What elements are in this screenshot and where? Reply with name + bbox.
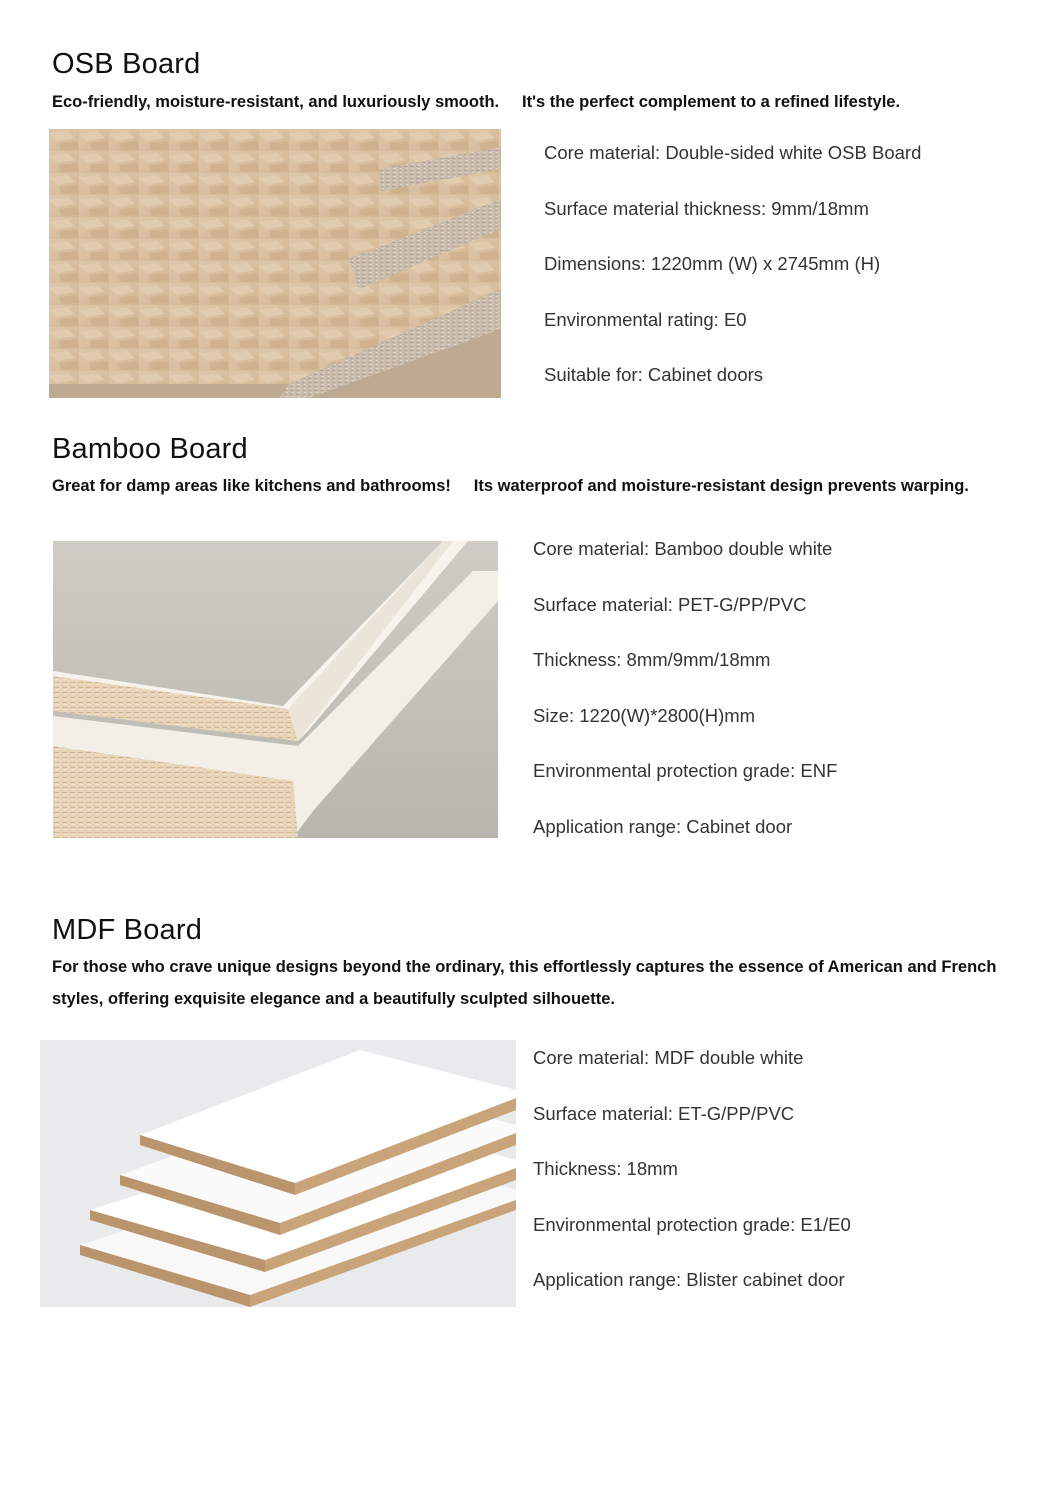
bamboo-spec-list: [533, 538, 837, 871]
osb-spec-item: Suitable for: Cabinet doors: [544, 364, 764, 385]
mdf-spec-item: Thickness: 18mm: [533, 1158, 678, 1179]
osb-title: OSB Board: [52, 48, 201, 80]
osb-spec-item: Environmental rating: E0: [544, 308, 747, 330]
osb-spec-item: Dimensions: 1220mm (W) x 2745mm (H): [544, 253, 881, 274]
bamboo-board-image: [53, 541, 498, 838]
osb-spec-list: [544, 142, 921, 420]
bamboo-spec-item: Thickness: 8mm/9mm/18mm: [533, 649, 771, 670]
mdf-board-image: [40, 1040, 516, 1307]
osb-board-image: [49, 129, 501, 398]
bamboo-spec-item: Surface material: PET-G/PP/PVC: [533, 593, 807, 615]
bamboo-spec-item: Size: 1220(W)*2800(H)mm: [533, 704, 756, 726]
mdf-description: For those who crave unique designs beyond the ordinary, this effortlessly captures the essence of American and French styles, offering exquisite elegance and a beautifully sculpted silhouette.: [52, 958, 997, 1008]
osb-spec-item: Core material: Double-sided white OSB Board: [544, 142, 922, 163]
bamboo-spec-item: Environmental protection grade: ENF: [533, 760, 838, 781]
bamboo-spec-item: Core material: Bamboo double white: [533, 538, 833, 559]
mdf-spec-item: Surface material: ET-G/PP/PVC: [533, 1102, 795, 1124]
mdf-spec-list: [533, 1047, 851, 1325]
mdf-title: MDF Board: [52, 914, 203, 946]
mdf-spec-item: Core material: MDF double white: [533, 1047, 804, 1068]
mdf-spec-item: Environmental protection grade: E1/E0: [533, 1213, 851, 1235]
mdf-spec-item: Application range: Blister cabinet door: [533, 1269, 845, 1290]
osb-description: Eco-friendly, moisture-resistant, and luxuriously smooth. It's the perfect complement to a refined lifestyle.: [52, 93, 901, 111]
bamboo-description: Great for damp areas like kitchens and bathrooms! Its waterproof and moisture-resistant design prevents warping.: [52, 477, 969, 495]
bamboo-title: Bamboo Board: [52, 433, 248, 465]
osb-spec-item: Surface material thickness: 9mm/18mm: [544, 197, 869, 219]
bamboo-spec-item: Application range: Cabinet door: [533, 815, 793, 837]
